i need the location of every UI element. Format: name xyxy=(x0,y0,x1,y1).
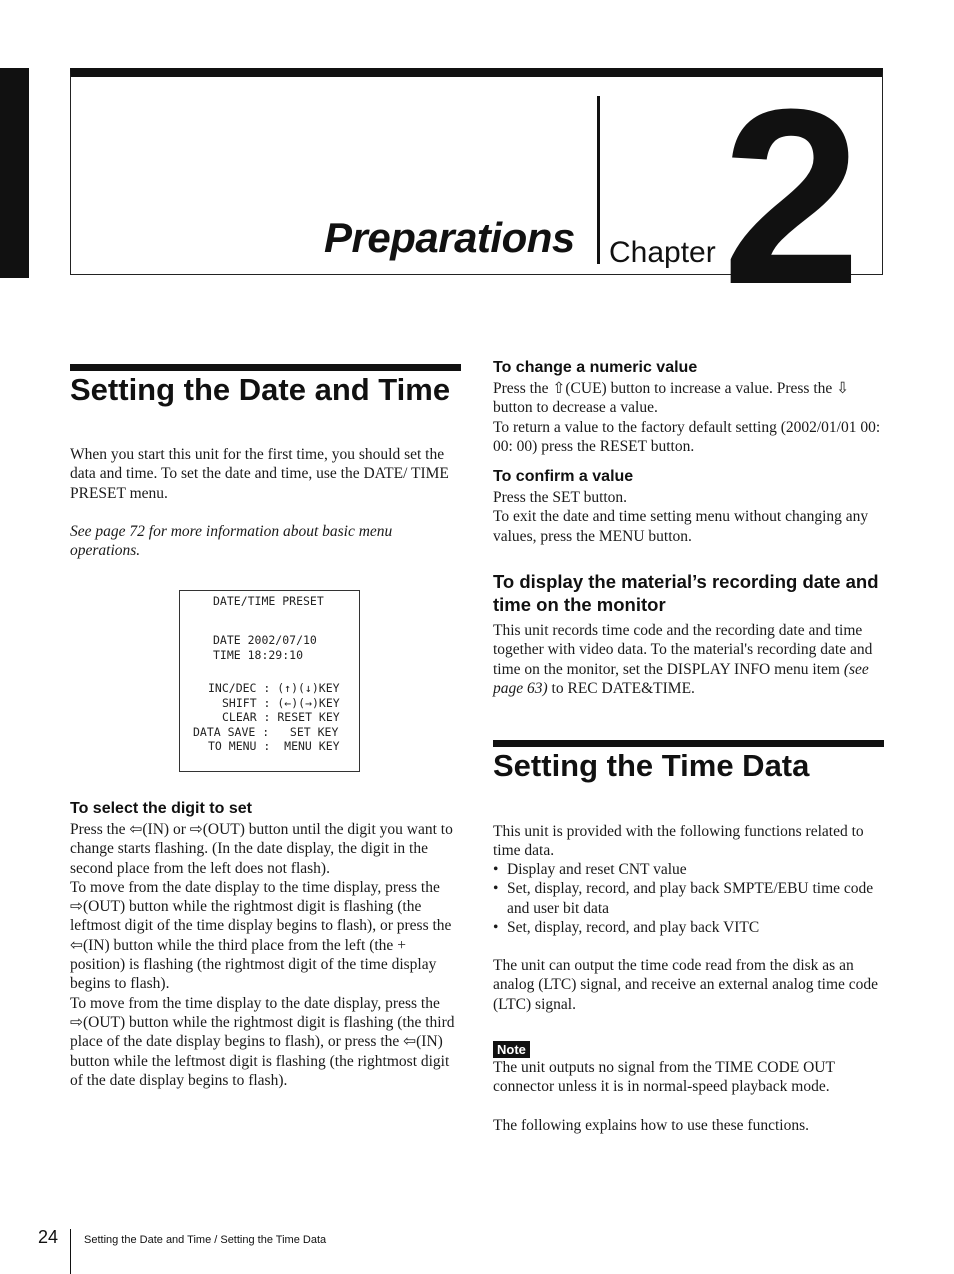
section-rule xyxy=(70,364,461,371)
select-digit-paragraph: To move from the date display to the time display, press the ⇨(OUT) button while the rightmost digit is flashing (the leftmost digit of the time display begins to flash), or press the ⇦(IN) button while the third place from the left (the + position) is flashing (the rightmost digit of the time display begins to flash). xyxy=(70,878,452,993)
display-recording-paragraph xyxy=(493,621,885,698)
select-digit-paragraph: To move from the time display to the date display, press the ⇨(OUT) button while the rightmost digit is flashing (the third place of the date display begins to flash), or press the ⇦(IN) button while the leftmost digit is flashing (the rightmost digit of the date display begins to flash). xyxy=(70,994,455,1089)
output-paragraph: The unit can output the time code read from the disk as an analog (LTC) signal, and receive an external analog time code (LTC) signal. xyxy=(493,957,879,1013)
chapter-label: Chapter xyxy=(609,236,716,269)
time-data-bullet-list xyxy=(493,860,885,937)
intro-text: When you start this unit for the first time, you should set the data and time. To set the date and time, use the DATE/ TIME PRESET menu. xyxy=(70,446,449,502)
chapter-side-tab xyxy=(0,68,29,278)
section-rule xyxy=(493,740,884,747)
footer-divider xyxy=(70,1229,71,1274)
display-recording-text-end: to REC DATE&TIME. xyxy=(547,679,695,697)
menu-line-clear: CLEAR : RESET KEY xyxy=(222,710,340,724)
display-recording-text: This unit records time code and the recording date and time together with video data. To the material's recording date and time on the monitor, set the DISPLAY INFO menu item xyxy=(493,622,873,678)
subheading-display-recording: To display the material’s recording date and time on the monitor xyxy=(493,571,879,615)
menu-line-shift: SHIFT : (←)(→)KEY xyxy=(222,696,340,710)
subheading-select-digit: To select the digit to set xyxy=(70,800,252,817)
confirm-value-body xyxy=(493,488,885,546)
select-digit-paragraph: Press the ⇦(IN) or ⇨(OUT) button until the digit you want to change starts flashing. (In the date display, the digit in the second place from the left does not flash). xyxy=(70,821,453,877)
confirm-value-paragraph: Press the SET button. xyxy=(493,489,628,506)
subheading-change-value: To change a numeric value xyxy=(493,359,698,376)
chapter-number: 2 xyxy=(722,57,862,336)
closing-paragraph: The following explains how to use these functions. xyxy=(493,1117,809,1134)
page-number: 24 xyxy=(38,1227,59,1247)
select-digit-body xyxy=(70,820,462,1090)
menu-screen-illustration xyxy=(179,590,360,772)
list-item: • Set, display, record, and play back VITC xyxy=(493,918,885,937)
list-item: • Display and reset CNT value xyxy=(493,860,885,879)
menu-line-data-save: DATA SAVE : SET KEY xyxy=(193,725,339,739)
see-also-note: See page 72 for more information about basic menu operations. xyxy=(70,523,393,560)
confirm-value-paragraph: To exit the date and time setting menu without changing any values, press the MENU button. xyxy=(493,508,869,545)
page-reference: (see page 63) xyxy=(493,660,869,697)
menu-line-date: DATE 2002/07/10 xyxy=(213,633,317,647)
note-text: The unit outputs no signal from the TIME CODE OUT connector unless it is in normal-speed playback mode. xyxy=(493,1059,835,1096)
time-data-intro: This unit is provided with the following functions related to time data. xyxy=(493,823,864,860)
menu-line-to-menu: TO MENU : MENU KEY xyxy=(208,739,340,753)
change-value-paragraph: Press the ⇧(CUE) button to increase a value. Press the ⇩ button to decrease a value. xyxy=(493,380,850,417)
display-recording-body xyxy=(493,621,885,698)
change-value-body xyxy=(493,379,885,456)
list-item: • Set, display, record, and play back SMPTE/EBU time code and user bit data xyxy=(493,879,885,918)
menu-line-title: DATE/TIME PRESET xyxy=(213,594,324,608)
running-title: Setting the Date and Time / Setting the Time Data xyxy=(84,1234,327,1246)
change-value-paragraph: To return a value to the factory default setting (2002/01/01 00: 00: 00) press the RESET button. xyxy=(493,418,881,455)
note-badge: Note xyxy=(493,1041,530,1058)
subheading-confirm-value: To confirm a value xyxy=(493,468,634,485)
chapter-title: Preparations xyxy=(324,214,575,261)
menu-line-time: TIME 18:29:10 xyxy=(213,648,304,662)
chapter-divider xyxy=(597,96,600,264)
section-heading-date-time: Setting the Date and Time xyxy=(70,372,451,407)
section-heading-time-data: Setting the Time Data xyxy=(493,748,810,783)
menu-line-inc-dec: INC/DEC : (↑)(↓)KEY xyxy=(208,681,340,695)
intro-paragraph xyxy=(70,445,464,503)
